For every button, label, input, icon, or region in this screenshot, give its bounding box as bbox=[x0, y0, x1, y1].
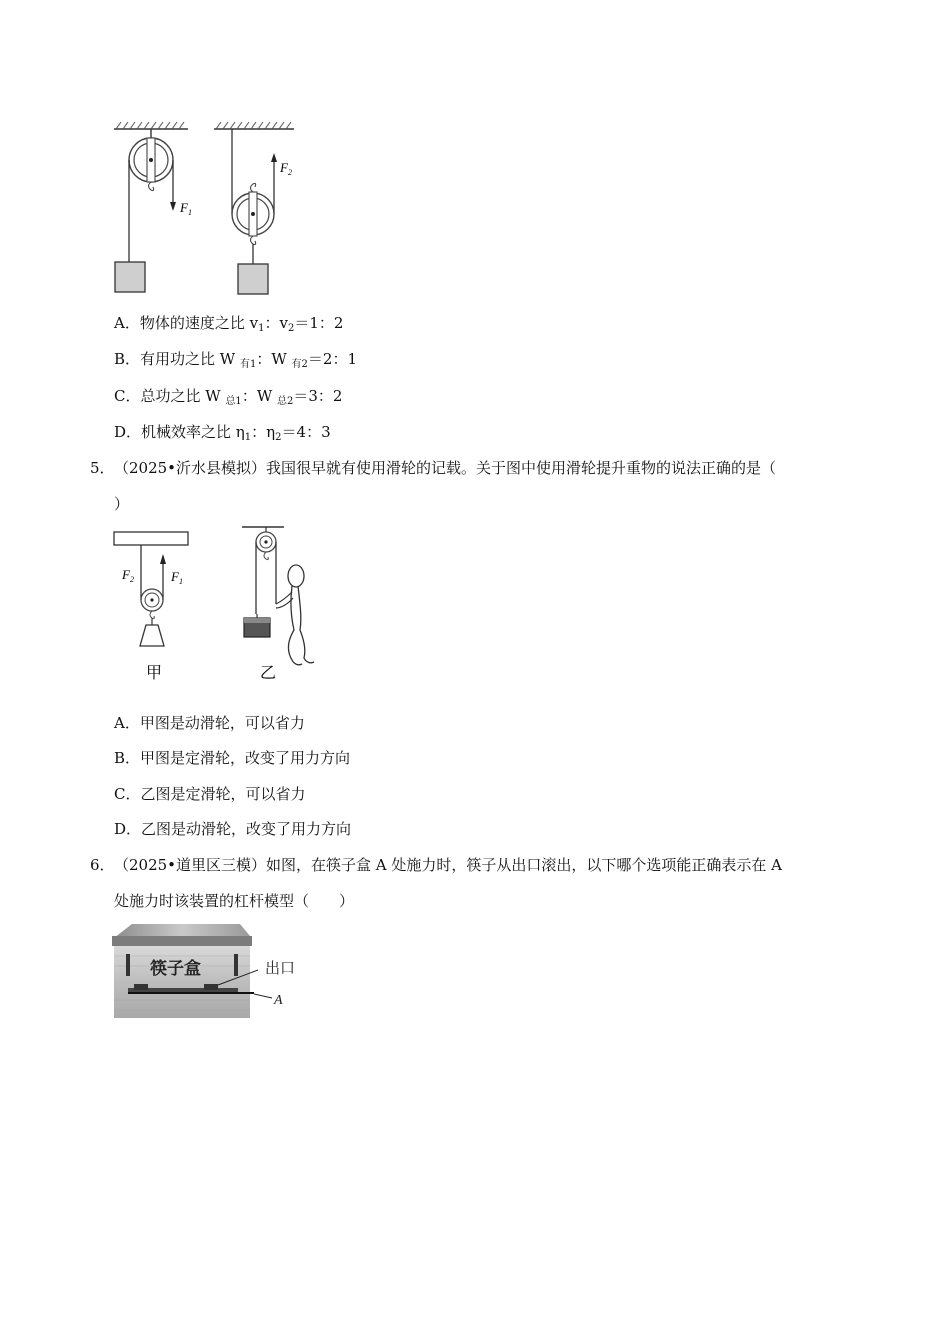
pulley-figure-q5 bbox=[108, 522, 318, 688]
q5-stem-line2: ） bbox=[114, 495, 130, 513]
q4-option-a[interactable]: A．物体的速度之比 $v_1$：$v_2=1$：2 bbox=[114, 314, 344, 334]
q5-option-c[interactable]: C．乙图是定滑轮，可以省力 bbox=[114, 785, 306, 803]
box-label: 筷子盒 bbox=[150, 959, 201, 978]
point-a-label: A bbox=[274, 993, 283, 1008]
q5-option-a[interactable]: A．甲图是动滑轮，可以省力 bbox=[114, 714, 305, 732]
figure-label-yi: 乙 bbox=[260, 665, 277, 682]
q6-stem-line2: 处施力时该装置的杠杆模型（ ） bbox=[114, 892, 355, 910]
force-f1-label: $F_1$ bbox=[180, 200, 192, 217]
q4-option-b[interactable]: B．有用功之比 W $_{有1}$：W $_{有2}$＝2：1 bbox=[114, 350, 358, 370]
q4-option-d[interactable]: D．机械效率之比 $\eta_1$：$\eta_2=4$：3 bbox=[114, 423, 331, 443]
chopstick-box-figure bbox=[108, 922, 308, 1024]
q5-option-d[interactable]: D．乙图是动滑轮，改变了用力方向 bbox=[114, 820, 352, 838]
q5-stem-line1: （2025•沂水县模拟）我国很早就有使用滑轮的记载。关于图中使用滑轮提升重物的说法正确的是（ bbox=[114, 459, 777, 477]
exit-label: 出口 bbox=[265, 961, 296, 977]
q6-stem-line1: （2025•道里区三模）如图，在筷子盒 A 处施力时，筷子从出口滚出，以下哪个选项能正确表示在 A bbox=[114, 856, 782, 874]
q4-option-c[interactable]: C．总功之比 W $_{总1}$：W $_{总2}$＝3：2 bbox=[114, 387, 343, 407]
force-f1-label-q5: $F_1$ bbox=[171, 569, 183, 586]
pulley-figure-q4 bbox=[108, 120, 308, 302]
q5-number: 5． bbox=[90, 459, 115, 477]
force-f2-label: $F_2$ bbox=[280, 160, 292, 177]
q6-number: 6． bbox=[90, 856, 115, 874]
force-f2-label-q5: $F_2$ bbox=[122, 567, 134, 584]
figure-label-jia: 甲 bbox=[146, 665, 163, 682]
q5-option-b[interactable]: B．甲图是定滑轮，改变了用力方向 bbox=[114, 749, 351, 767]
